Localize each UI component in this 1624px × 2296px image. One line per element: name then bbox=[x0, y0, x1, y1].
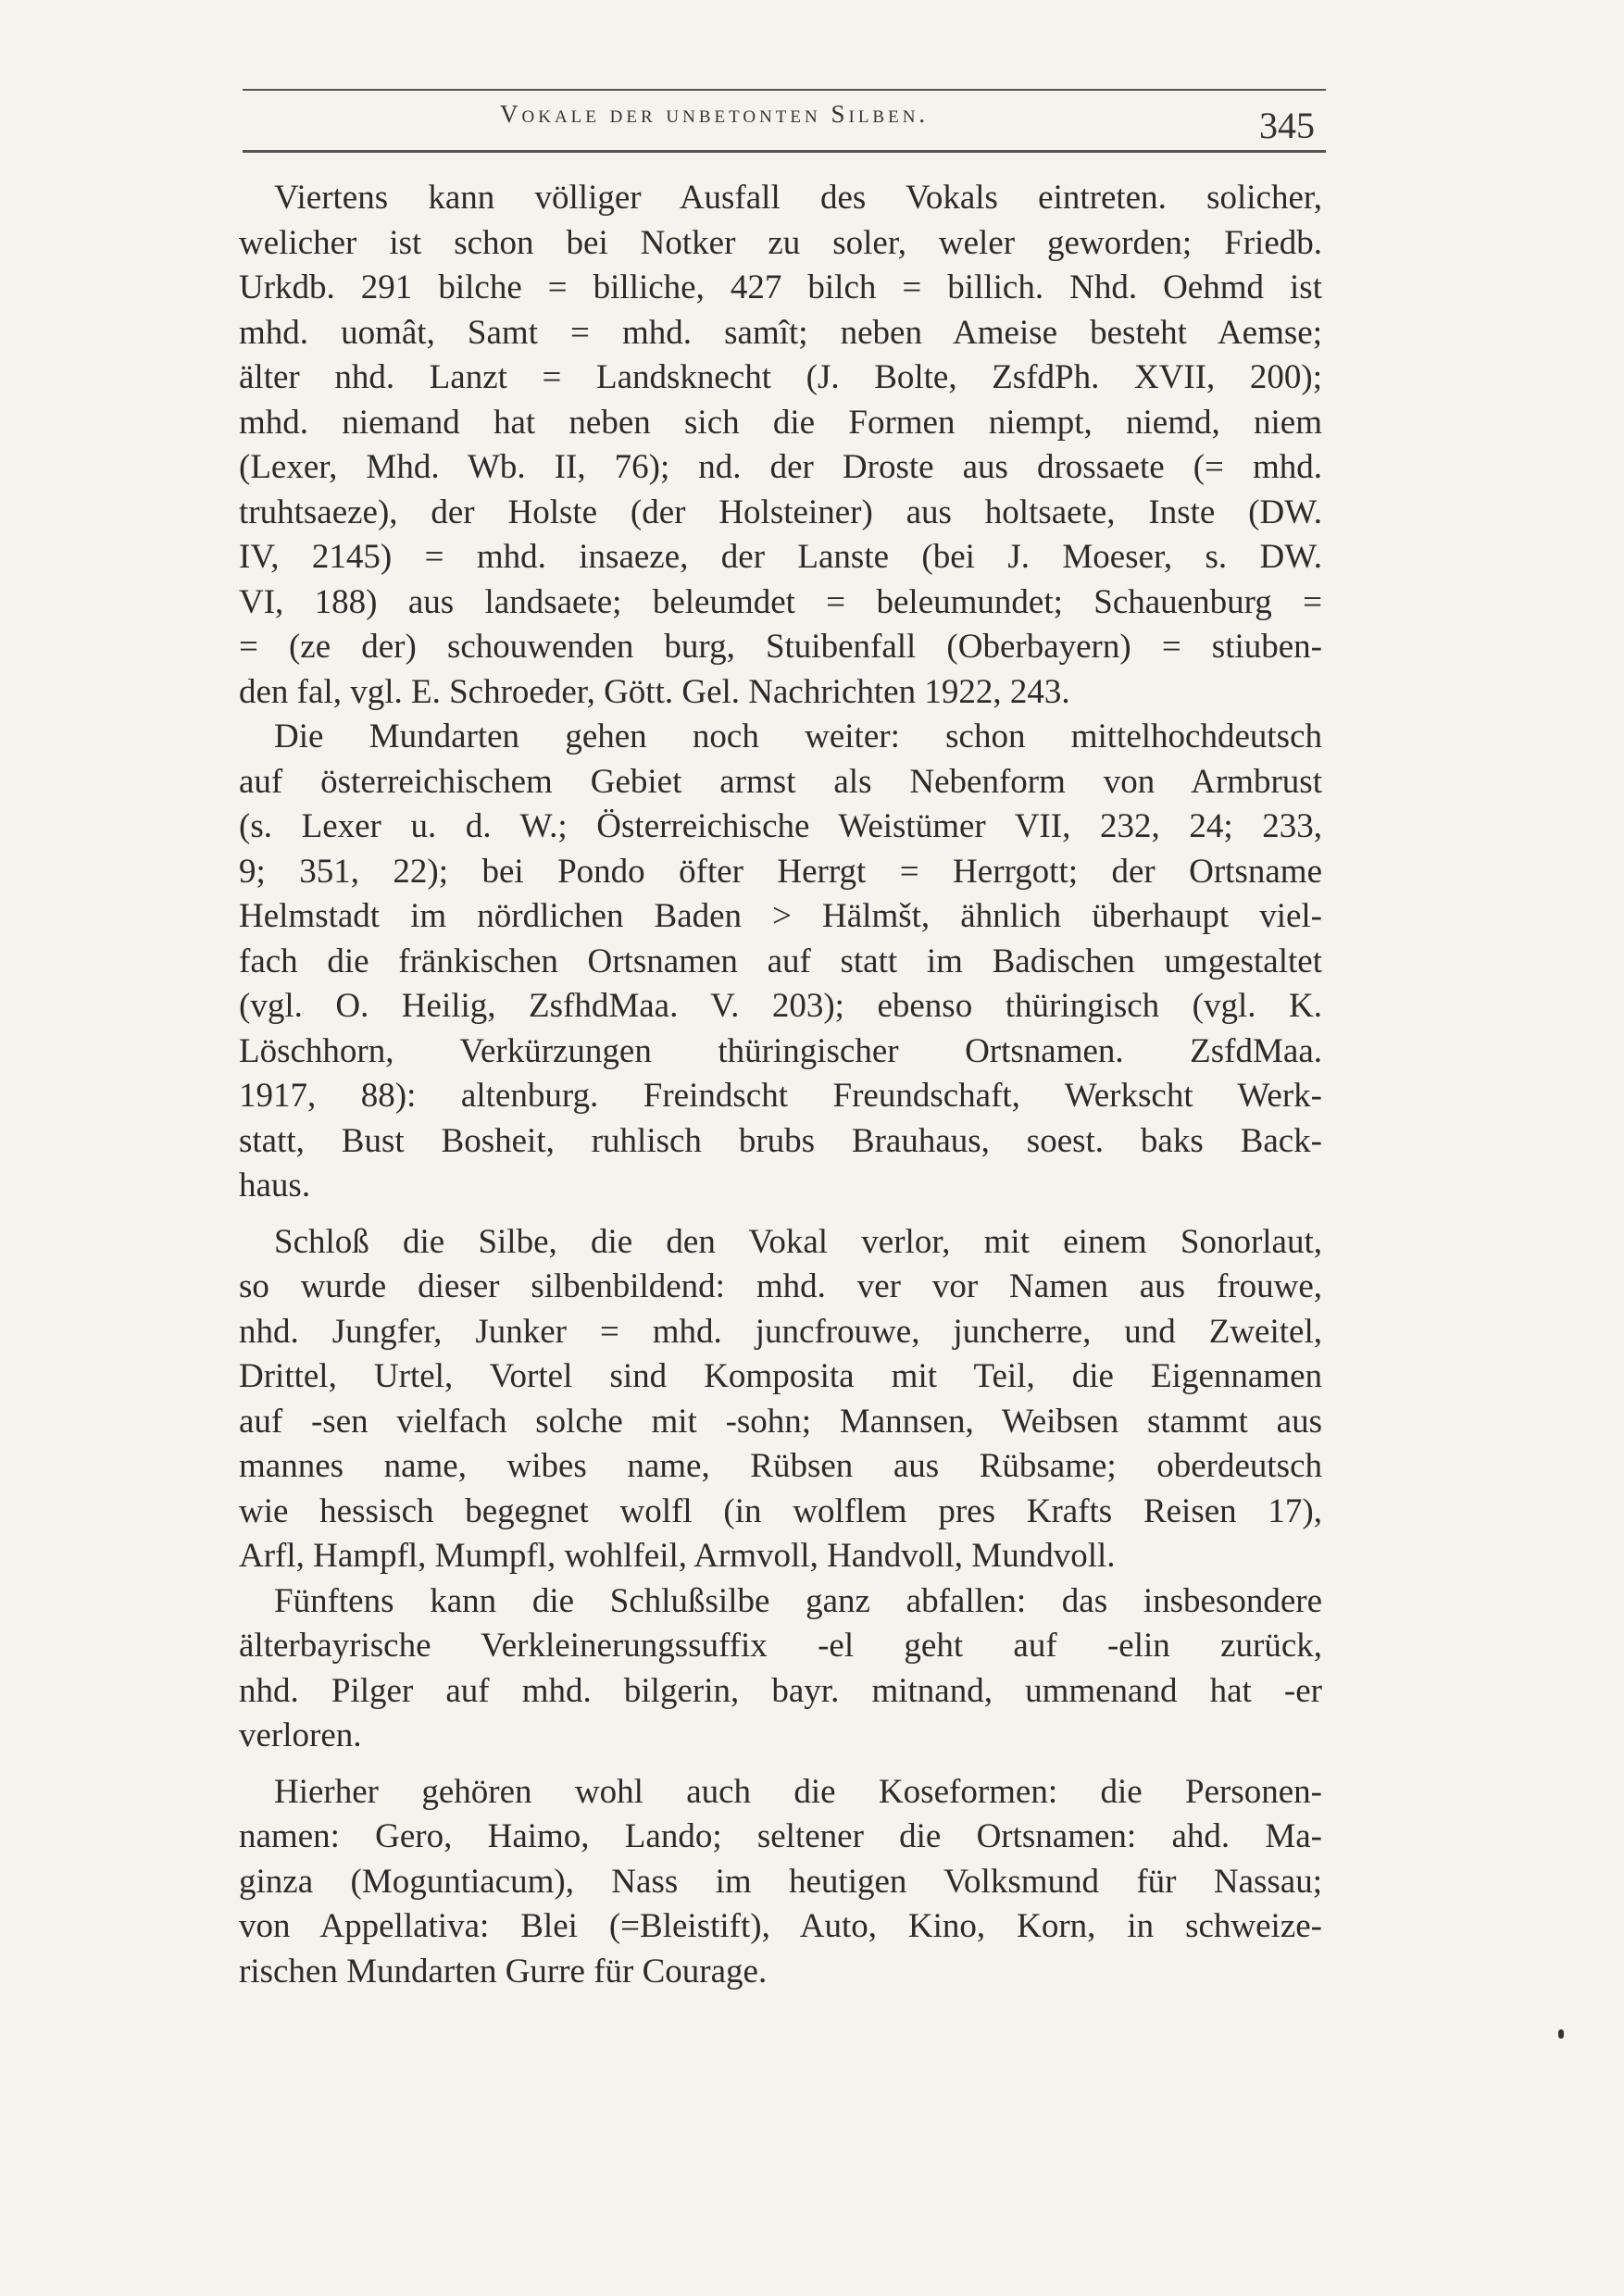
text-line: Die Mundarten gehen noch weiter: schon mittelhochdeutsch bbox=[274, 718, 1322, 755]
text-line: Viertens kann völliger Ausfall des Vokals eintreten. solicher, bbox=[274, 179, 1322, 217]
text-line: Drittel, Urtel, Vortel sind Komposita mit Teil, die Eigennamen bbox=[239, 1357, 1322, 1395]
paragraph-2 bbox=[239, 715, 1322, 1209]
body-text bbox=[239, 176, 1322, 1994]
paragraph-5 bbox=[239, 1770, 1322, 1995]
text-line: VI, 188) aus landsaete; beleumdet = beleumundet; Schauenburg = bbox=[239, 582, 1322, 621]
text-line: mhd. niemand hat neben sich die Formen niempt, niemd, niem bbox=[239, 403, 1322, 442]
text-line: truhtsaeze), der Holste (der Holsteiner) aus holtsaete, Inste (DW. bbox=[239, 493, 1322, 531]
text-line: IV, 2145) = mhd. insaeze, der Lanste (bei J. Moeser, s. DW. bbox=[239, 538, 1322, 576]
text-line: Löschhorn, Verkürzungen thüringischer Ortsnamen. ZsfdMaa. bbox=[239, 1031, 1322, 1070]
text-line: von Appellativa: Blei (=Bleistift), Auto, Kino, Korn, in schweize- bbox=[239, 1907, 1322, 1945]
header-rule-bottom bbox=[243, 150, 1326, 153]
text-line: so wurde dieser silbenbildend: mhd. ver vor Namen aus frouwe, bbox=[239, 1267, 1322, 1305]
text-line: Fünftens kann die Schlußsilbe ganz abfallen: das insbesondere bbox=[274, 1581, 1322, 1620]
text-line: Hierher gehören wohl auch die Koseformen: die Personen- bbox=[274, 1772, 1322, 1811]
text-line: haus. bbox=[239, 1167, 311, 1204]
paragraph-3 bbox=[239, 1220, 1322, 1579]
header-rule-top bbox=[243, 89, 1326, 91]
running-header: Vokale der unbetonten Silben. bbox=[500, 100, 930, 128]
text-line: mhd. uomât, Samt = mhd. samît; neben Ameise besteht Aemse; bbox=[239, 313, 1322, 352]
text-line: fach die fränkischen Ortsnamen auf statt im Badischen umgestaltet bbox=[239, 942, 1322, 980]
text-line: namen: Gero, Haimo, Lando; seltener die Ortsnamen: ahd. Ma- bbox=[239, 1817, 1322, 1855]
text-line: auf österreichischem Gebiet armst als Nebenform von Armbrust bbox=[239, 762, 1322, 801]
text-line: auf -sen vielfach solche mit -sohn; Mannsen, Weibsen stammt aus bbox=[239, 1402, 1322, 1441]
text-line: (s. Lexer u. d. W.; Österreichische Weistümer VII, 232, 24; 233, bbox=[239, 807, 1322, 845]
text-line: = (ze der) schouwenden burg, Stuibenfall (Oberbayern) = stiuben- bbox=[239, 628, 1322, 666]
text-line: mannes name, wibes name, Rübsen aus Rübsame; oberdeutsch bbox=[239, 1447, 1322, 1485]
text-line: Arfl, Hampfl, Mumpfl, wohlfeil, Armvoll, Handvoll, Mundvoll. bbox=[239, 1537, 1116, 1575]
ink-speck bbox=[1558, 2029, 1564, 2039]
text-line: (Lexer, Mhd. Wb. II, 76); nd. der Droste aus drossaete (= mhd. bbox=[239, 448, 1322, 486]
text-line: nhd. Jungfer, Junker = mhd. juncfrouwe, juncherre, und Zweitel, bbox=[239, 1312, 1322, 1351]
text-line: rischen Mundarten Gurre für Courage. bbox=[239, 1952, 768, 1990]
text-line: Helmstadt im nördlichen Baden > Hälmšt, ähnlich überhaupt viel- bbox=[239, 897, 1322, 935]
text-line: welicher ist schon bei Notker zu soler, weler geworden; Friedb. bbox=[239, 223, 1322, 262]
text-line: den fal, vgl. E. Schroeder, Gött. Gel. Nachrichten 1922, 243. bbox=[239, 672, 1070, 711]
text-line: Schloß die Silbe, die den Vokal verlor, mit einem Sonorlaut, bbox=[274, 1222, 1322, 1261]
text-line: (vgl. O. Heilig, ZsfhdMaa. V. 203); ebenso thüringisch (vgl. K. bbox=[239, 987, 1322, 1025]
text-line: ginza (Moguntiacum), Nass im heutigen Volksmund für Nassau; bbox=[239, 1862, 1322, 1901]
text-line: wie hessisch begegnet wolfl (in wolflem pres Krafts Reisen 17), bbox=[239, 1491, 1322, 1530]
text-line: verloren. bbox=[239, 1716, 362, 1754]
paragraph-4 bbox=[239, 1579, 1322, 1759]
text-line: nhd. Pilger auf mhd. bilgerin, bayr. mitnand, ummenand hat -er bbox=[239, 1671, 1322, 1710]
page-number: 345 bbox=[1259, 105, 1315, 146]
text-line: statt, Bust Bosheit, ruhlisch brubs Brauhaus, soest. baks Back- bbox=[239, 1121, 1322, 1160]
text-line: älter nhd. Lanzt = Landsknecht (J. Bolte, ZsfdPh. XVII, 200); bbox=[239, 358, 1322, 396]
text-line: älterbayrische Verkleinerungssuffix -el geht auf -elin zurück, bbox=[239, 1627, 1322, 1665]
paragraph-1 bbox=[239, 176, 1322, 715]
text-line: 9; 351, 22); bei Pondo öfter Herrgt = Herrgott; der Ortsname bbox=[239, 852, 1322, 891]
text-line: Urkdb. 291 bilche = billiche, 427 bilch = billich. Nhd. Oehmd ist bbox=[239, 268, 1322, 306]
text-line: 1917, 88): altenburg. Freindscht Freundschaft, Werkscht Werk- bbox=[239, 1077, 1322, 1115]
